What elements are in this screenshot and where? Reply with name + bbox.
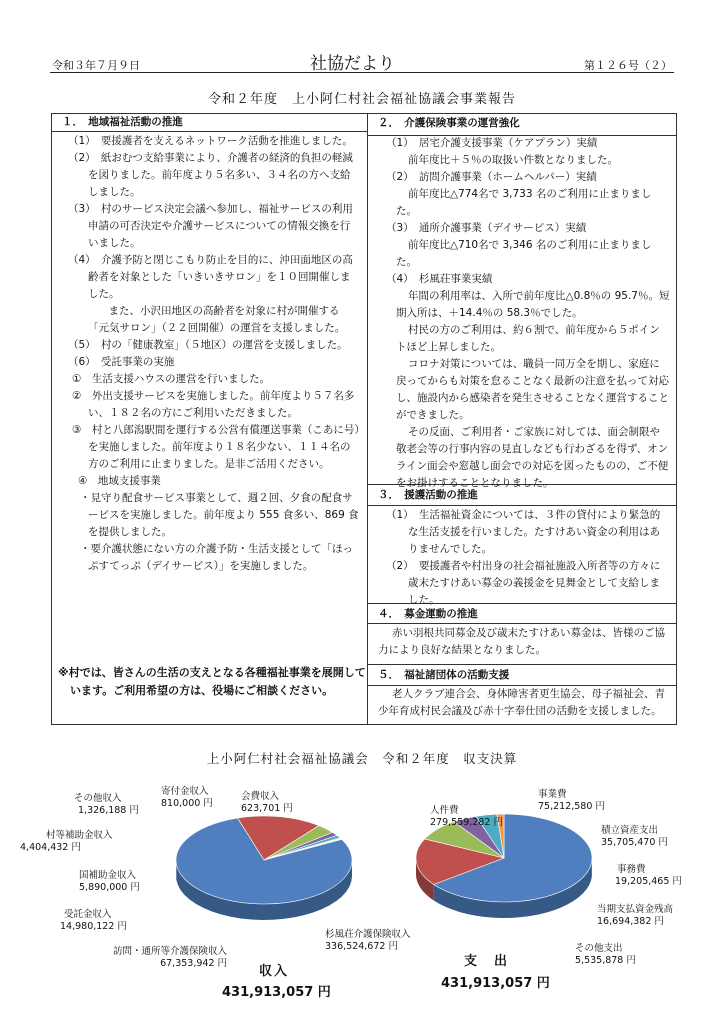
section-2 [372, 115, 670, 492]
section-heading: ５． 福祉諸団体の活動支援 [378, 669, 510, 681]
expense-heading: 支 出 [464, 954, 510, 969]
income-pie-chart [168, 808, 368, 938]
list-item: ・要介護状態にない方の介護予防・生活支援として「ほっぷすてっぷ（デイサービス）」を実施しました。 [80, 543, 353, 572]
list-item: ④ 地域支援事業 [78, 475, 161, 487]
list-item: （1） 居宅介護支援事業（ケアプラン）実績 [386, 137, 598, 149]
income-label-national-subsidy: 国補助金収入 5,890,000 円 [79, 870, 140, 893]
list-item: 前年度比＋５％の取扱い件数となりました。 [408, 154, 618, 166]
section-heading: ３． 援護活動の推進 [378, 489, 478, 501]
list-item: ③ 村と八郎潟駅間を運行する公営有償運送事業（こあに号）を実施しました。前年度より１８名少ない、１１４名の方のご利用に止まりました。是非ご活用ください。 [72, 424, 360, 470]
expense-total: 431,913,057 円 [441, 976, 550, 991]
list-item: （5） 村の「健康教室」（５地区）の運営を支援しました。 [68, 339, 348, 351]
issue-date: 令和３年７月９日 [52, 59, 140, 72]
list-item: 年間の利用率は、入所で前年度比△0.8％の 95.7％。短期入所は、＋14.4％の 58.3％でした。 [396, 290, 670, 319]
list-item: ② 外出支援サービスを実施しました。前年度より５７名多い、１８２名の方にご利用いただきました。 [72, 390, 355, 419]
section-heading: ２． 介護保険事業の運営強化 [378, 117, 520, 129]
expense-label-reserve: 積立資産支出 35,705,470 円 [601, 825, 668, 848]
income-heading: 収入 [259, 964, 290, 979]
list-item: （1） 要援護者を支えるネットワーク活動を推進しました。 [68, 135, 353, 147]
service-note: ※村では、皆さんの生活の支えとなる各種福祉事業を展開しています。ご利用希望の方は、役場にご相談ください。 [58, 666, 366, 697]
newsletter-name: 社協だより [310, 54, 395, 74]
section-3 [372, 487, 670, 609]
section-text: 老人クラブ連合会、身体障害者更生協会、母子福祉会、青少年育成村民会議及び赤十字奉仕団の活動を支援しました。 [378, 688, 665, 717]
list-item: （6） 受託事業の実施 [68, 356, 175, 368]
income-total: 431,913,057 円 [222, 985, 331, 1000]
report-title: 令和２年度 上小阿仁村社会福祉協議会事業報告 [207, 92, 516, 107]
list-item: （4） 杉風荘事業実績 [386, 273, 493, 285]
section-heading: ４． 募金運動の推進 [378, 608, 478, 620]
section-4 [372, 606, 670, 659]
income-label-sanpuso: 杉風荘介護保険収入 336,524,672 円 [325, 929, 411, 952]
header-rule [50, 72, 674, 73]
section-1 [58, 114, 360, 575]
list-item: 前年度比△774名で 3,733 名のご利用に止まりました。 [396, 188, 652, 217]
income-label-other: その他収入 1,326,188 円 [74, 793, 139, 816]
section-text: 赤い羽根共同募金及び歳末たすけあい募金は、皆様のご協力により良好な結果となりました。 [378, 627, 665, 656]
list-item: 前年度比△710名で 3,346 名のご利用に止まりました。 [396, 239, 652, 268]
list-item: その反面、ご利用者・ご家族に対しては、面会制限や敬老会等の行事内容の見直しなども行わざるを得ず、オンライン面会や窓越し面会での対応を図ったものの、ご不便をお掛けすることとなりました。 [396, 426, 669, 489]
list-item: ① 生活支援ハウスの運営を行いました。 [72, 373, 271, 385]
expense-label-program: 事業費 75,212,580 円 [538, 789, 605, 812]
list-item: また、小沢田地区の高齢者を対象に村が開催する「元気サロン」（２２回開催）の運営を支援しました。 [88, 305, 346, 334]
list-item: ・見守り配食サービス事業として、週２回、夕食の配食サービスを実施しました。前年度より 555 食多い、869 食を提供しました。 [80, 492, 359, 538]
expense-label-personnel: 人件費 279,559,282 円 [430, 805, 503, 828]
s5-divider [367, 664, 677, 665]
list-item: （2） 要援護者や村出身の社会福祉施設入所者等の方々に歳末たすけあい募金の義援金を見舞金として支給しました。 [386, 560, 661, 606]
issue-number: 第１２６号（２） [584, 59, 672, 72]
section-heading: １． 地域福祉活動の推進 [62, 116, 183, 128]
section-5 [372, 667, 670, 720]
list-item: （4） 介護予防と閉じこもり防止を目的に、沖田面地区の高齢者を対象とした「いきいきサロン」を１０回開催しました。 [68, 254, 353, 300]
expense-label-other: その他支出 5,535,878 円 [575, 943, 636, 966]
income-label-contract: 受託金収入 14,980,122 円 [60, 909, 127, 932]
list-item: （1） 生活福祉資金については、３件の貸付により緊急的な生活支援を行いました。たすけあい資金の利用はありませんでした。 [386, 509, 661, 555]
list-item: コロナ対策については、職員一同万全を期し、家庭に戻ってからも対策を怠ることなく最新の注意を払って対応し、施設内から感染者を発生させることなく運営することができました。 [396, 358, 669, 421]
list-item: （3） 村のサービス決定会議へ参加し、福祉サービスの利用申請の可否決定や介護サービスについての情報交換を行いました。 [68, 203, 353, 249]
expense-label-office: 事務費 19,205,465 円 [615, 864, 682, 887]
income-label-donation: 寄付金収入 810,000 円 [161, 786, 213, 809]
list-item: 村民の方のご利用は、約６割で、前年度から５ポイントほど上昇しました。 [396, 324, 660, 353]
finance-title: 上小阿仁村社会福祉協議会 令和２年度 収支決算 [206, 751, 518, 766]
income-label-fees: 会費収入 623,701 円 [241, 791, 293, 814]
list-item: （2） 訪問介護事業（ホームヘルパー）実績 [386, 171, 597, 183]
income-label-home-care: 訪問・通所等介護保険収入 67,353,942 円 [113, 946, 228, 969]
list-item: （2） 紙おむつ支給事業により、介護者の経済的負担の軽減を図りました。前年度より５名多い、３４名の方へ支給しました。 [68, 152, 353, 198]
income-label-village-subsidy: 村等補助金収入 4,404,432 円 [20, 830, 113, 853]
list-item: （3） 通所介護事業（デイサービス）実績 [386, 222, 587, 234]
expense-label-balance: 当期支払資金残高 16,694,382 円 [597, 904, 674, 927]
column-divider [367, 113, 368, 725]
